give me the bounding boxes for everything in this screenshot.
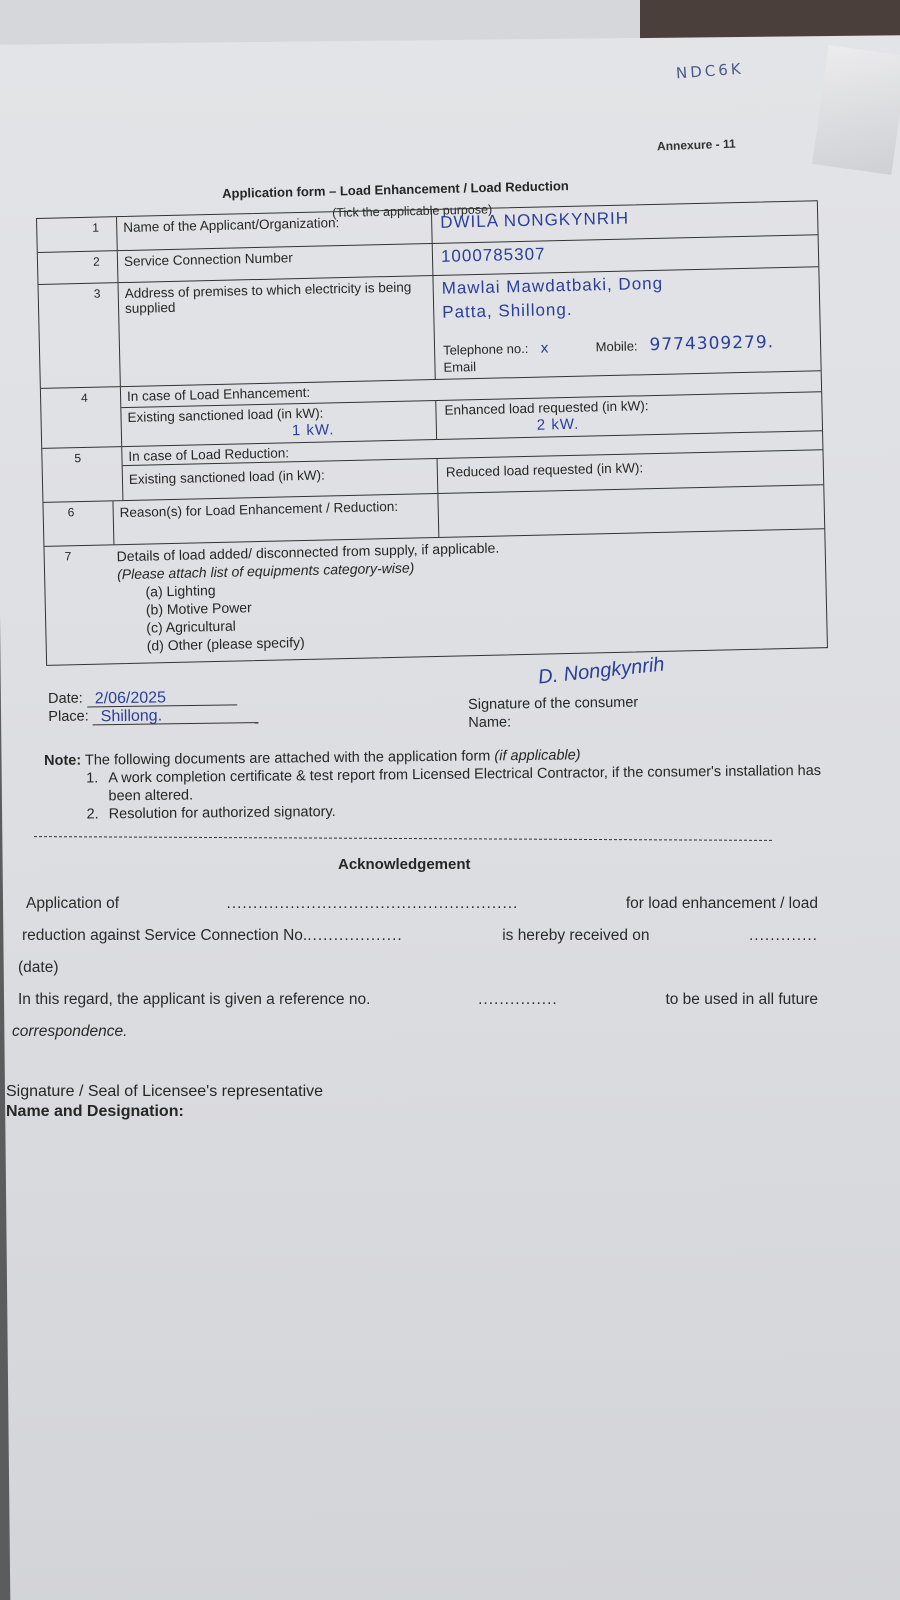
- reason-field[interactable]: [438, 485, 824, 537]
- ack-text: to be used in all future: [665, 991, 818, 1008]
- reason-label: Reason(s) for Load Enhancement / Reduction:: [113, 494, 439, 544]
- load-details-label: Details of load added/ disconnected from supply, if applicable.: [116, 539, 500, 565]
- date-label: Date:: [48, 690, 83, 707]
- address-line-2: Patta, Shillong.: [442, 299, 573, 322]
- row-number: 3: [39, 283, 121, 388]
- note-item: 2. Resolution for authorized signatory.: [103, 798, 825, 824]
- note-text: The following documents are attached with the application form: [84, 748, 491, 769]
- existing-load-reduction-field[interactable]: [123, 459, 439, 500]
- ack-text: In this regard, the applicant is given a reference no.: [18, 991, 371, 1008]
- row-number: 6: [43, 501, 114, 546]
- ack-text: is hereby received on: [502, 927, 650, 944]
- service-connection-value: 1000785307: [440, 244, 546, 266]
- email-label: Email: [443, 359, 477, 375]
- enhanced-load-value: 2 kW.: [536, 415, 580, 434]
- form-row-3: [39, 267, 821, 389]
- service-connection-label: Service Connection Number: [118, 244, 434, 282]
- enhanced-load-label: Enhanced load requested (in kW):: [444, 398, 649, 418]
- ack-text-part: reduction against Service Connection No.: [22, 927, 308, 944]
- address-label: Address of premises to which electricity is being supplied: [118, 276, 435, 386]
- load-category-item: (a) Lighting: [145, 582, 216, 600]
- ack-line-1: [18, 888, 818, 920]
- consumer-name-label: Name:: [468, 714, 512, 731]
- contact-line: [443, 332, 774, 360]
- reduced-load-label: Reduced load requested (in kW):: [445, 460, 644, 480]
- address-line-1: Mawlai Mawdatbaki, Dong: [441, 273, 664, 298]
- ack-line-5: correspondence.: [12, 1023, 128, 1040]
- annexure-label: Annexure - 11: [656, 136, 736, 154]
- application-form-table: [36, 200, 828, 666]
- place-label: Place:: [48, 708, 89, 725]
- consumer-signature-label: Signature of the consumer: [468, 694, 639, 713]
- connection-no-blank[interactable]: ..................: [307, 927, 403, 944]
- date-place-block: [48, 687, 259, 726]
- form-title: Application form – Load Enhancement / Load Reduction: [222, 178, 569, 201]
- dashed-divider: [34, 836, 772, 841]
- applicant-name-label: Name of the Applicant/Organization:: [117, 210, 433, 250]
- row-number: 1: [37, 217, 118, 252]
- row-number: 7: [64, 549, 72, 564]
- note-lead: Note:: [44, 752, 82, 769]
- load-details-note: (Please attach list of equipments category-wise): [116, 559, 415, 583]
- existing-load-field[interactable]: [121, 401, 437, 446]
- ack-text: for load enhancement / load: [625, 895, 818, 912]
- form-row-7: [44, 529, 826, 665]
- reference-no-blank[interactable]: ...............: [478, 991, 558, 1008]
- existing-load-value: 1 kW.: [291, 421, 335, 440]
- ack-line-4: [18, 984, 818, 1016]
- place-field[interactable]: [93, 707, 259, 725]
- load-enhancement-heading: In case of Load Enhancement:: [126, 384, 311, 404]
- telephone-value: x: [540, 340, 550, 357]
- consumer-signature-scribble: D. Nongkynrih: [537, 653, 666, 689]
- form-subtitle: (Tick the applicable purpose): [332, 202, 493, 220]
- row-number: 2: [38, 251, 119, 284]
- mobile-value: 9774309279.: [649, 332, 775, 356]
- ack-line-3: (date): [18, 959, 59, 976]
- telephone-label: Telephone no.:: [442, 340, 529, 358]
- note-section: [44, 744, 825, 824]
- row-number: 5: [42, 447, 123, 502]
- date-line: [48, 687, 259, 708]
- licensee-name-label: Name and Designation:: [6, 1103, 184, 1120]
- load-reduction-heading: In case of Load Reduction:: [128, 445, 290, 464]
- address-field[interactable]: [433, 267, 820, 379]
- place-value: Shillong.: [100, 707, 163, 726]
- existing-load-label: Existing sanctioned load (in kW):: [127, 405, 324, 425]
- date-value: 2/06/2025: [94, 689, 167, 708]
- note-qualifier: (if applicable): [494, 747, 581, 765]
- acknowledgement-body: [12, 888, 818, 1048]
- mobile-label: Mobile:: [595, 338, 638, 355]
- applicant-blank[interactable]: .......................................................: [226, 895, 519, 912]
- applicant-name-value: DWILA NONGKYNRIH: [439, 208, 630, 232]
- handwritten-tag: NDC6K: [675, 59, 745, 83]
- place-line: [48, 705, 259, 726]
- row-number: 4: [41, 387, 122, 448]
- ack-text: Application of: [26, 895, 120, 912]
- licensee-signature-label: Signature / Seal of Licensee's representative: [6, 1083, 324, 1100]
- received-date-blank[interactable]: .............: [749, 927, 818, 944]
- existing-load-reduction-label: Existing sanctioned load (in kW):: [128, 467, 325, 487]
- load-category-item: (d) Other (please specify): [146, 634, 305, 654]
- consumer-signature-block: [468, 694, 639, 732]
- licensee-block: [6, 1082, 323, 1122]
- load-category-item: (c) Agricultural: [146, 617, 236, 636]
- load-details-section: [112, 529, 826, 663]
- ack-text: [22, 920, 403, 952]
- ack-line-2: [18, 920, 818, 952]
- load-category-item: (b) Motive Power: [145, 599, 252, 618]
- note-list: [44, 762, 825, 824]
- acknowledgement-title: Acknowledgement: [338, 856, 471, 873]
- note-item: 1. A work completion certificate & test report from Licensed Electrical Contractor, if the consumer's installation has been altered.: [102, 762, 824, 806]
- date-field[interactable]: [87, 689, 237, 707]
